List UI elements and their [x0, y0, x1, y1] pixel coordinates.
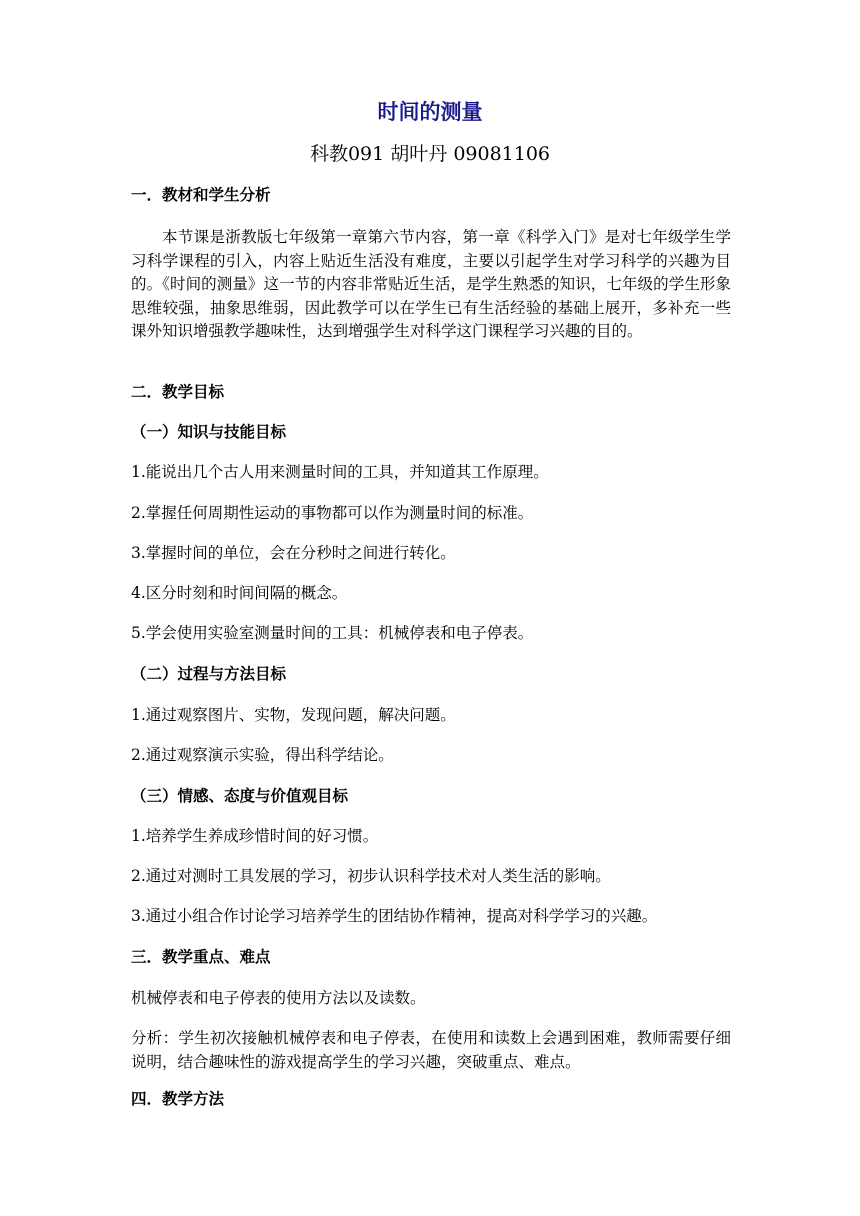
section-heading-2: 二．教学目标	[131, 382, 225, 401]
list-item: 3.掌握时间的单位，会在分秒时之间进行转化。	[131, 544, 456, 562]
subsection-heading-process: （二）过程与方法目标	[131, 664, 287, 683]
subsection-heading-attitude: （三）情感、态度与价值观目标	[131, 786, 349, 805]
document-title: 时间的测量	[377, 99, 483, 124]
analysis-paragraph: 分析：学生初次接触机械停表和电子停表，在使用和读数上会遇到困难，教师需要仔细说明，结合趣味性的游戏提高学生的学习兴趣，突破重点、难点。	[131, 1029, 731, 1071]
list-item: 1.通过观察图片、实物，发现问题，解决问题。	[131, 706, 456, 724]
list-item: 3.通过小组合作讨论学习培养学生的团结协作精神，提高对科学学习的兴趣。	[131, 907, 658, 925]
section-heading-3: 三．教学重点、难点	[131, 947, 271, 966]
list-item: 2.通过观察演示实验，得出科学结论。	[131, 746, 394, 764]
author-line: 科教091 胡叶丹 09081106	[309, 143, 551, 165]
list-item: 5.学会使用实验室测量时间的工具：机械停表和电子停表。	[131, 624, 534, 642]
list-item: 1.能说出几个古人用来测量时间的工具，并知道其工作原理。	[131, 463, 549, 481]
section-1-paragraph: 本节课是浙教版七年级第一章第六节内容，第一章《科学入门》是对七年级学生学习科学课程的引入，内容上贴近生活没有难度，主要以引起学生对学习科学的兴趣为目的。《时间的测量》这一节的内容非常贴近生活，是学生熟悉的知识，七年级的学生形象思维较强，抽象思维弱，因此教学可以在学生已有生活经验的基础上展开，多补充一些课外知识增强教学趣味性，达到增强学生对科学这门课程学习兴趣的目的。	[131, 228, 731, 340]
section-heading-1: 一．教材和学生分析	[131, 185, 271, 204]
key-points-line: 机械停表和电子停表的使用方法以及读数。	[131, 989, 426, 1007]
subsection-heading-knowledge: （一）知识与技能目标	[131, 422, 287, 441]
list-item: 4.区分时刻和时间间隔的概念。	[131, 584, 348, 602]
section-heading-4: 四．教学方法	[131, 1089, 225, 1108]
list-item: 2.掌握任何周期性运动的事物都可以作为测量时间的标准。	[131, 504, 534, 522]
list-item: 1.培养学生养成珍惜时间的好习惯。	[131, 827, 379, 845]
list-item: 2.通过对测时工具发展的学习，初步认识科学技术对人类生活的影响。	[131, 867, 611, 885]
